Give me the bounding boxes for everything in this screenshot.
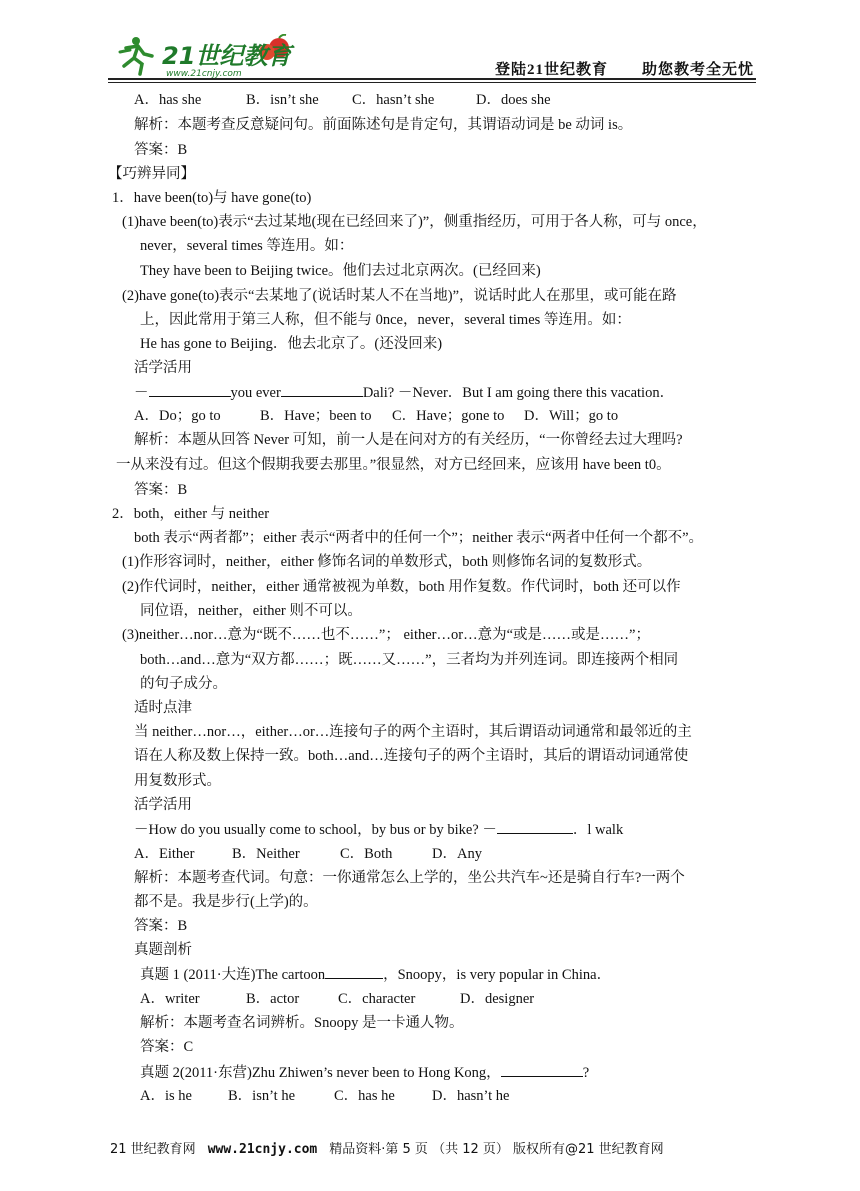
option-c: C．hasn’t she bbox=[352, 92, 435, 108]
answer-text: 答案：C bbox=[140, 1039, 194, 1055]
analysis-text: 都不是。我是步行(上学)的。 bbox=[134, 894, 318, 910]
paragraph-line: (2)作代词时，neither，either 通常被视为单数，both 用作复数。作代词时，both 还可以作 bbox=[122, 579, 681, 595]
question-line bbox=[140, 964, 611, 985]
option-d: D．Any bbox=[432, 846, 482, 862]
option-b: B．actor bbox=[246, 991, 300, 1007]
subheading: 活学活用 bbox=[134, 360, 192, 376]
option-c: C．has he bbox=[334, 1088, 395, 1104]
subheading: 真题剖析 bbox=[134, 942, 192, 958]
analysis-text: 解析：本题考查反意疑问句。前面陈述句是肯定句，其谓语动词是 be 动词 is。 bbox=[134, 117, 633, 133]
option-b: B．Have；been to bbox=[260, 408, 372, 424]
question-prefix: 真题 1 (2011·大连)The cartoon bbox=[140, 967, 326, 983]
footer-site-link[interactable]: www.21cnjy.com bbox=[207, 1142, 318, 1157]
paragraph-line: 用复数形式。 bbox=[134, 773, 221, 789]
footer-left: 21 世纪教育网 bbox=[110, 1142, 196, 1157]
option-d: D．designer bbox=[460, 991, 535, 1007]
topic-heading: 1．have been(to)与 have gone(to) bbox=[112, 190, 312, 206]
paragraph-line: (1)have been(to)表示“去过某地(现在已经回来了)”，侧重指经历，可用于各人称，可与 once， bbox=[122, 214, 707, 230]
answer-text: 答案：B bbox=[134, 482, 188, 498]
question-prefix: － bbox=[134, 385, 149, 401]
subheading: 适时点津 bbox=[134, 700, 192, 716]
option-a: A．Either bbox=[134, 846, 195, 862]
paragraph-line: 语在人称及数上保持一致。both…and…连接句子的两个主语时，其后的谓语动词通常使 bbox=[134, 748, 689, 764]
answer-text: 答案：B bbox=[134, 918, 188, 934]
options-line bbox=[140, 1086, 509, 1106]
subheading: 活学活用 bbox=[134, 797, 192, 813]
options-line bbox=[140, 989, 534, 1009]
question-prefix: －How do you usually come to school，by bus or by bike? － bbox=[134, 822, 497, 838]
answer-blank bbox=[501, 1062, 583, 1077]
option-b: B．isn’t she bbox=[246, 92, 319, 108]
question-line bbox=[134, 382, 674, 403]
analysis-text: 解析：本题考查代词。句意：一你通常怎么上学的，坐公共汽车~还是骑自行车?一两个 bbox=[134, 870, 685, 886]
header-slogan bbox=[495, 58, 754, 79]
paragraph-line: (3)neither…nor…意为“既不……也不……”； either…or…意为“或是……或是……”； bbox=[122, 627, 650, 643]
slogan-right: 助您教考全无忧 bbox=[641, 62, 754, 78]
question-rest: Dali? －Never．But I am going there this vacation． bbox=[362, 385, 675, 401]
paragraph-line: 的句子成分。 bbox=[140, 676, 227, 692]
option-c: C．Have；gone to bbox=[392, 408, 505, 424]
option-a: A．has she bbox=[134, 92, 202, 108]
paragraph-line: both…and…意为“双方都……；既……又……”，三者均为并列连词。即连接两个相同 bbox=[140, 652, 679, 668]
slogan-left: 登陆21世纪教育 bbox=[494, 62, 608, 78]
option-c: C．character bbox=[338, 991, 416, 1007]
question-line bbox=[134, 819, 623, 840]
paragraph-line: both 表示“两者都”；either 表示“两者中的任何一个”；neither 表示“两者中任何一个都不”。 bbox=[134, 530, 704, 546]
header-rule bbox=[108, 78, 756, 80]
page-header bbox=[108, 28, 756, 78]
logo-url: www.21cnjy.com bbox=[166, 69, 242, 78]
answer-blank bbox=[149, 382, 231, 397]
analysis-text: 解析：本题从回答 Never 可知，前一人是在问对方的有关经历，“一你曾经去过大理吗? bbox=[134, 432, 683, 448]
question-line bbox=[140, 1062, 589, 1083]
paragraph-line: 上，因此常用于第三人称，但不能与 0nce，never，several times 等连用。如： bbox=[140, 312, 631, 328]
page-footer bbox=[110, 1138, 664, 1157]
answer-blank bbox=[325, 964, 383, 979]
question-rest: ? bbox=[582, 1065, 590, 1081]
paragraph-line: (2)have gone(to)表示“去某地了(说话时某人不在当地)”，说话时此人在那里，或可能在路 bbox=[122, 288, 677, 304]
topic-heading: 2．both，either 与 neither bbox=[112, 506, 270, 522]
question-prefix: 真题 2(2011·东营)Zhu Zhiwen’s never been to Hong Kong， bbox=[140, 1065, 501, 1081]
section-heading: 【巧辨异同】 bbox=[108, 166, 195, 182]
option-d: D．hasn’t he bbox=[432, 1088, 510, 1104]
answer-text: 答案：B bbox=[134, 142, 188, 158]
option-d: D．Will；go to bbox=[524, 408, 619, 424]
options-line bbox=[134, 406, 618, 426]
footer-right: 精品资料·第 5 页 （共 12 页） 版权所有@21 世纪教育网 bbox=[329, 1142, 664, 1157]
question-rest: ，Snoopy，is very popular in China． bbox=[383, 967, 612, 983]
option-a: A．is he bbox=[140, 1088, 192, 1104]
option-a: A．writer bbox=[140, 991, 200, 1007]
paragraph-line: never，several times 等连用。如： bbox=[140, 238, 354, 254]
option-b: B．Neither bbox=[232, 846, 300, 862]
option-d: D．does she bbox=[476, 92, 551, 108]
analysis-text: 一从来没有过。但这个假期我要去那里。”很显然，对方已经回来，应该用 have been t0。 bbox=[116, 457, 671, 473]
analysis-text: 解析：本题考查名词辨析。Snoopy 是一卡通人物。 bbox=[140, 1015, 464, 1031]
logo-text: 21世纪教育 bbox=[162, 42, 292, 70]
options-line bbox=[134, 90, 551, 110]
example-line: They have been to Beijing twice。他们去过北京两次。(已经回来) bbox=[140, 263, 541, 279]
example-line: He has gone to Beijing．他去北京了。(还没回来) bbox=[140, 336, 443, 352]
site-logo bbox=[114, 34, 304, 78]
question-rest: ．l walk bbox=[572, 822, 624, 838]
option-c: C．Both bbox=[340, 846, 393, 862]
question-mid: you ever bbox=[230, 385, 281, 401]
paragraph-line: 同位语，neither，either 则不可以。 bbox=[140, 603, 362, 619]
options-line bbox=[134, 844, 482, 864]
paragraph-line: 当 neither…nor…，either…or…连接句子的两个主语时，其后谓语动词通常和最邻近的主 bbox=[134, 724, 692, 740]
header-rule-thin bbox=[108, 82, 756, 83]
paragraph-line: (1)作形容词时，neither，either 修饰名词的单数形式，both 则修饰名词的复数形式。 bbox=[122, 554, 652, 570]
answer-blank bbox=[281, 382, 363, 397]
option-a: A．Do；go to bbox=[134, 408, 221, 424]
option-b: B．isn’t he bbox=[228, 1088, 295, 1104]
answer-blank bbox=[497, 819, 573, 834]
